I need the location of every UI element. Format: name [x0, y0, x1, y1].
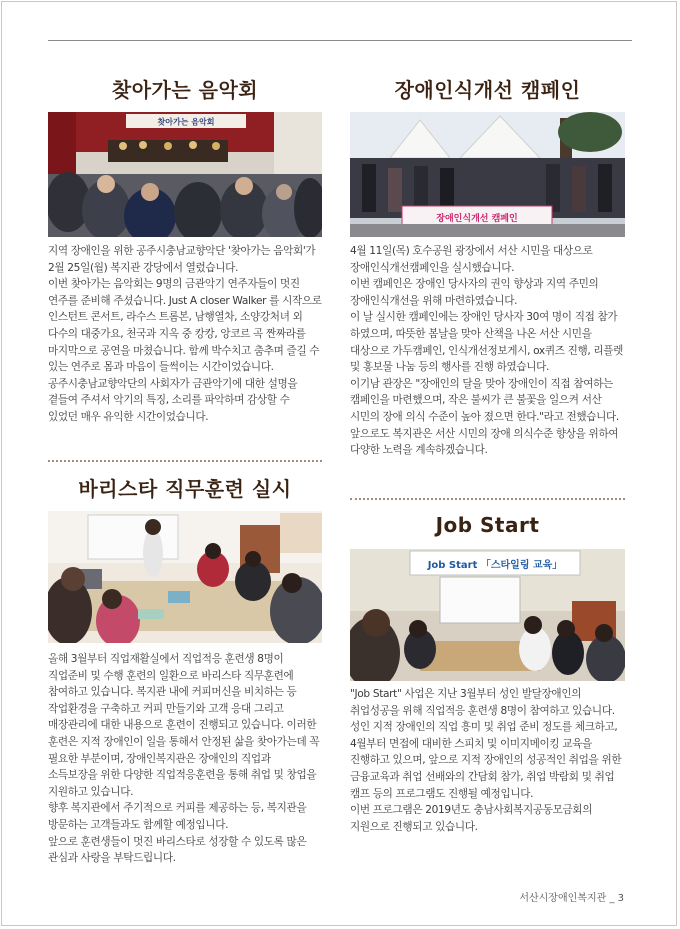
jobstart-paragraph-1: "Job Start" 사업은 지난 3월부터 성인 발달장애인의 취업성공을 위해 직업적응 훈련생 8명이 참여하고 있습니다. [350, 688, 615, 717]
barista-paragraph-1: 올해 3월부터 직업재활실에서 직업적응 훈련생 8명이 직업준비 및 수행 훈련의 일환으로 바리스타 직무훈련에 참여하고 있습니다. 복지관 내에 커피머신을 비치하는 등 작업환경을 구축하고 커피 만들기와 고객 응대 그리고 매장관리에 대한 내용으로 훈련이 진행되고 있습니다. 이러한 훈련은 지적 장애인이 일을 통해서 안정된 삶을 찾아가는데 꼭 필요한 부분이며, 장애인복지관은 장애인의 직업과 소득보장을 위한 다양한 직업적응훈련을 통해 취업 및 창업을 지원하고 있습니다. [48, 653, 320, 798]
concert-photo [48, 112, 322, 237]
jobstart-photo [350, 549, 625, 681]
campaign-paragraph-5: 앞으로도 복지관은 서산 시민의 장애 의식수준 향상을 위하여 다양한 노력을 계속하겠습니다. [350, 427, 619, 457]
campaign-body [350, 243, 625, 459]
campaign-title: 장애인식개선 캠페인 [394, 78, 581, 102]
barista-photo [48, 511, 322, 643]
right-column [350, 0, 625, 929]
section-divider [350, 498, 625, 500]
concert-banner-text: 찾아가는 음악회 [157, 117, 215, 127]
campaign-banner-text: 장애인식개선 캠페인 [436, 214, 518, 224]
campaign-paragraph-2: 이번 캠페인은 장애인 당사자의 권익 향상과 지역 주민의 장애인식개선을 위해 마련하였습니다. [350, 278, 599, 307]
page-footer: 서산시장애인복지관 _ 3 [519, 893, 624, 904]
jobstart-title: Job Start [435, 513, 540, 537]
concert-body [48, 243, 322, 426]
concert-title: 찾아가는 음악회 [111, 78, 259, 102]
campaign-photo [350, 112, 625, 237]
jobstart-banner-text: Job Start 「스타일링 교육」 [427, 560, 563, 571]
concert-paragraph-1: 지역 장애인을 위한 공주시충남교향악단 '찾아가는 음악회'가 2월 25일(월) 복지관 강당에서 열렸습니다. [48, 245, 316, 274]
jobstart-paragraph-3: 이번 프로그램은 2019년도 충남사회복지공동모금회의 지원으로 진행되고 있습니다. [350, 804, 593, 833]
campaign-paragraph-1: 4월 11일(목) 호수공원 광장에서 서산 시민을 대상으로 장애인식개선캠페인을 실시했습니다. [350, 245, 593, 274]
barista-paragraph-3: 앞으로 훈련생들이 멋진 바리스타로 성장할 수 있도록 많은 관심과 사랑을 부탁드립니다. [48, 835, 307, 865]
barista-body [48, 651, 322, 867]
concert-paragraph-3: 공주시충남교향악단의 사회자가 금관악기에 대한 설명을 곁들여 주셔서 악기의 특징, 소리를 파악하며 감상할 수 있었던 매우 유익한 시간이었습니다. [48, 377, 298, 423]
campaign-paragraph-4: 이기남 관장은 "장애인의 달을 맞아 장애인이 직접 참여하는 캠페인을 마련했으며, 작은 불씨가 큰 불꽃을 일으켜 서산 시민의 장애 의식 수준이 높아 졌으면 한다."라고 전했습니다. [350, 377, 619, 423]
campaign-paragraph-3: 이 날 실시한 캠페인에는 장애인 당사자 30여 명이 직접 참가 하였으며, 따뜻한 봄날을 맞아 산책을 나온 서산 시민을 대상으로 가두캠페인, 인식개선정보게시, ox퀴즈 진행, 리플렛 및 홍보물 나눔 등의 행사를 진행 하였습니다. [350, 311, 624, 374]
jobstart-paragraph-2: 성인 지적 장애인의 직업 흥미 및 취업 준비 정도를 체크하고, 4월부터 면접에 대비한 스피치 및 이미지메이킹 교육을 진행하고 있으며, 앞으로 지적 장애인의 성공적인 취업을 위한 금융교육과 취업 선배와의 간담회 참가, 취업 박람회 및 취업 캠프 등의 프로그램도 진행될 예정입니다. [350, 721, 622, 800]
jobstart-body [350, 686, 625, 835]
concert-paragraph-2: 이번 찾아가는 음악회는 9명의 금관악기 연주자들이 멋진 연주를 준비해 주셨습니다. Just A closer Walker 를 시작으로 인스턴트 콘서트, 라수스 트롬본, 남행열차, 소양강처녀 외 다수의 대중가요, 천국과 지옥 중 캉캉, 앙코르 곡 짠짜라를 마지막으로 공연을 마쳤습니다. 함께 박수치고 춤추며 즐길 수 있는 연주로 몸과 마음이 들썩이는 시간이었습니다. [48, 278, 322, 374]
left-column [48, 0, 322, 929]
section-divider [48, 460, 322, 462]
barista-paragraph-2: 향후 복지관에서 주기적으로 커피를 제공하는 등, 복지관을 방문하는 고객들과도 함께할 예정입니다. [48, 802, 307, 831]
barista-title: 바리스타 직무훈련 실시 [78, 477, 292, 501]
